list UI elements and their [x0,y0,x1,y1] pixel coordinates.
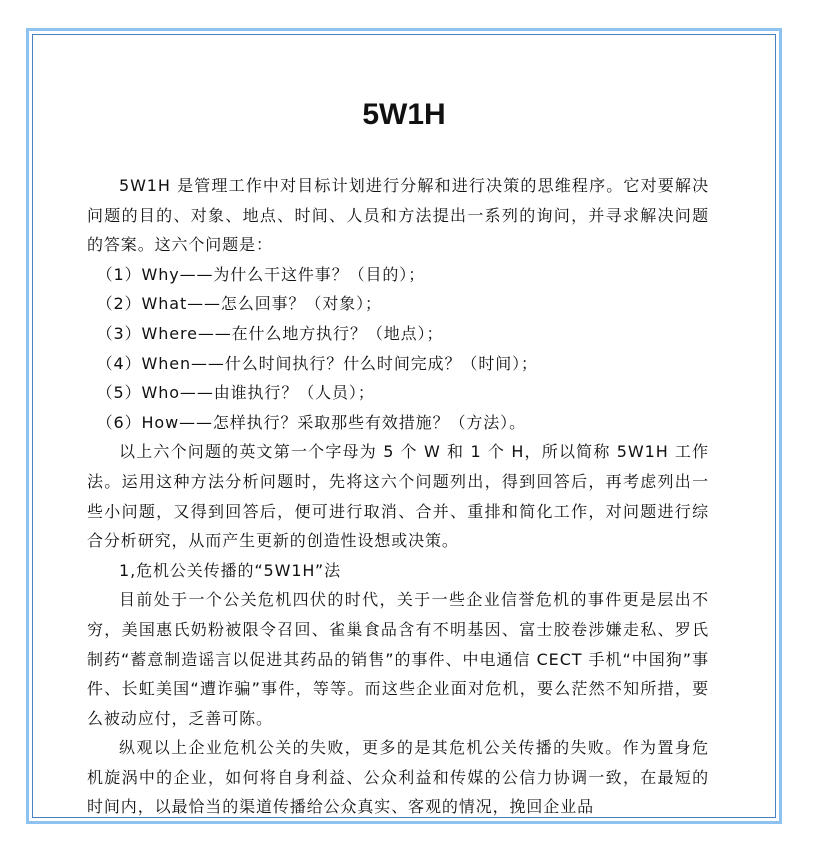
paragraph-intro: 5W1H 是管理工作中对目标计划进行分解和进行决策的思维程序。它对要解决问题的目的、对象、地点、时间、人员和方法提出一系列的询问，并寻求解决问题的答案。这六个问题是： [87,176,709,255]
list-item-where: （3）Where——在什么地方执行？（地点）； [96,323,444,343]
document-body [87,171,709,818]
list-item-why: （1）Why——为什么干这件事？（目的）； [96,264,426,284]
list-item-how: （6）How——怎样执行？采取那些有效措施？（方法）。 [96,412,526,432]
paragraph-analysis: 纵观以上企业危机公关的失败，更多的是其危机公关传播的失败。作为置身危机旋涡中的企业，如何将自身利益、公众利益和传媒的公信力协调一致，在最短的时间内，以最恰当的渠道传播给公众真实、客观的情况，挽回企业品 [87,738,709,817]
list-item-who: （5）Who——由谁执行？（人员）； [96,383,375,403]
list-item-when: （4）When——什么时间执行？什么时间完成？（时间）； [96,353,538,373]
page-frame-inner [32,34,776,818]
list-item-what: （2）What——怎么回事？（对象）； [96,294,382,314]
section-heading: 1,危机公关传播的“5W1H”法 [119,560,341,580]
document-title: 5W1H [362,98,446,131]
paragraph-summary: 以上六个问题的英文第一个字母为 5 个 W 和 1 个 H，所以简称 5W1H 工作法。运用这种方法分析问题时，先将这六个问题列出，得到回答后，再考虑列出一些小问题，又得到回答后，便可进行取消、合并、重排和简化工作，对问题进行综合分析研究，从而产生更新的创造性设想或决策。 [87,442,709,551]
paragraph-crisis: 目前处于一个公关危机四伏的时代，关于一些企业信誉危机的事件更是层出不穷，美国惠氏奶粉被限令召回、雀巢食品含有不明基因、富士胶卷涉嫌走私、罗氏制药“蓄意制造谣言以促进其药品的销售”的事件、中电通信 CECT 手机“中国狗”事件、长虹美国“遭诈骗”事件，等等。而这些企业面对危机，要么茫然不知所措，要么被动应付，乏善可陈。 [87,590,709,728]
